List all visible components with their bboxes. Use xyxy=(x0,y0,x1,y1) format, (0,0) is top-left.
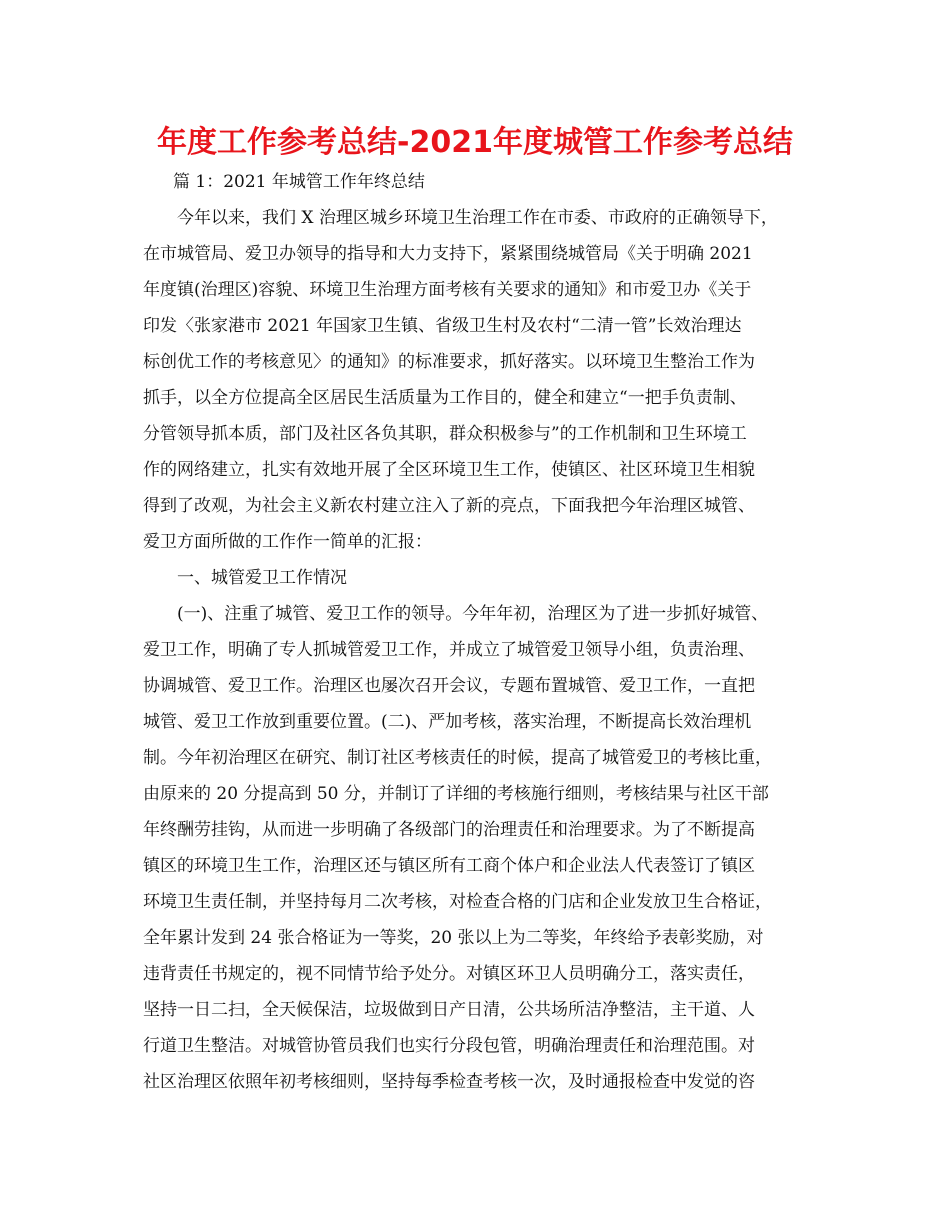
paragraph-line: 由原来的 20 分提高到 50 分，并制订了详细的考核施行细则，考核结果与社区干部 xyxy=(143,784,769,804)
paragraph-line: 行道卫生整洁。对城管协管员我们也实行分段包管，明确治理责任和治理范围。对 xyxy=(143,1036,755,1056)
paragraph-line: 在市城管局、爱卫办领导的指导和大力支持下，紧紧围绕城管局《关于明确 2021 xyxy=(143,244,753,264)
paragraph-line: 爱卫方面所做的工作作一简单的汇报： xyxy=(143,532,432,552)
paragraph-line: 坚持一日二扫，全天候保洁，垃圾做到日产日清，公共场所洁净整洁，主干道、人 xyxy=(143,1000,755,1020)
paragraph-line: 印发〈张家港市 2021 年国家卫生镇、省级卫生村及农村“二清一管”长效治理达 xyxy=(143,316,742,336)
paragraph-line: 环境卫生责任制，并坚持每月二次考核，对检查合格的门店和企业发放卫生合格证， xyxy=(143,892,772,912)
paragraph-line: 标创优工作的考核意见〉的通知》的标准要求，抓好落实。以环境卫生整治工作为 xyxy=(143,352,755,372)
paragraph-line: 年度镇(治理区)容貌、环境卫生治理方面考核有关要求的通知》和市爱卫办《关于 xyxy=(143,280,752,300)
document-title: 年度工作参考总结-2021年度城管工作参考总结 xyxy=(157,125,793,160)
paragraph-line: 制。今年初治理区在研究、制订社区考核责任的时候，提高了城管爱卫的考核比重， xyxy=(143,748,772,768)
paragraph-line: 作的网络建立，扎实有效地开展了全区环境卫生工作，使镇区、社区环境卫生相貌 xyxy=(143,460,755,480)
paragraph-line: 违背责任书规定的，视不同情节给予处分。对镇区环卫人员明确分工，落实责任， xyxy=(143,964,755,984)
paragraph-line: 协调城管、爱卫工作。治理区也屡次召开会议，专题布置城管、爱卫工作，一直把 xyxy=(143,676,755,696)
paragraph-line: 社区治理区依照年初考核细则，坚持每季检查考核一次，及时通报检查中发觉的咨 xyxy=(143,1072,755,1092)
paragraph-line: 城管、爱卫工作放到重要位置。(二)、严加考核，落实治理，不断提高长效治理机 xyxy=(143,712,752,732)
paragraph-line: 爱卫工作，明确了专人抓城管爱卫工作，并成立了城管爱卫领导小组，负责治理、 xyxy=(143,640,755,660)
paragraph-line: 得到了改观，为社会主义新农村建立注入了新的亮点，下面我把今年治理区城管、 xyxy=(143,496,755,516)
document-body xyxy=(143,164,833,1100)
paragraph-line: 年终酬劳挂钩，从而进一步明确了各级部门的治理责任和治理要求。为了不断提高 xyxy=(143,820,755,840)
paragraph-line: 抓手，以全方位提高全区居民生活质量为工作目的，健全和建立“一把手负责制、 xyxy=(143,388,747,408)
paragraph-line: 镇区的环境卫生工作，治理区还与镇区所有工商个体户和企业法人代表签订了镇区 xyxy=(143,856,755,876)
subtitle-line: 篇 1：2021 年城管工作年终总结 xyxy=(173,172,425,192)
section-heading: 一、城管爱卫工作情况 xyxy=(177,568,347,588)
paragraph-line: 今年以来，我们 X 治理区城乡环境卫生治理工作在市委、市政府的正确领导下， xyxy=(177,208,778,228)
paragraph-line: (一)、注重了城管、爱卫工作的领导。今年年初，治理区为了进一步抓好城管、 xyxy=(177,604,769,624)
paragraph-line: 分管领导抓本质，部门及社区各负其职，群众积极参与”的工作机制和卫生环境工 xyxy=(143,424,747,444)
paragraph-line: 全年累计发到 24 张合格证为一等奖，20 张以上为二等奖，年终给予表彰奖励，对 xyxy=(143,928,764,948)
